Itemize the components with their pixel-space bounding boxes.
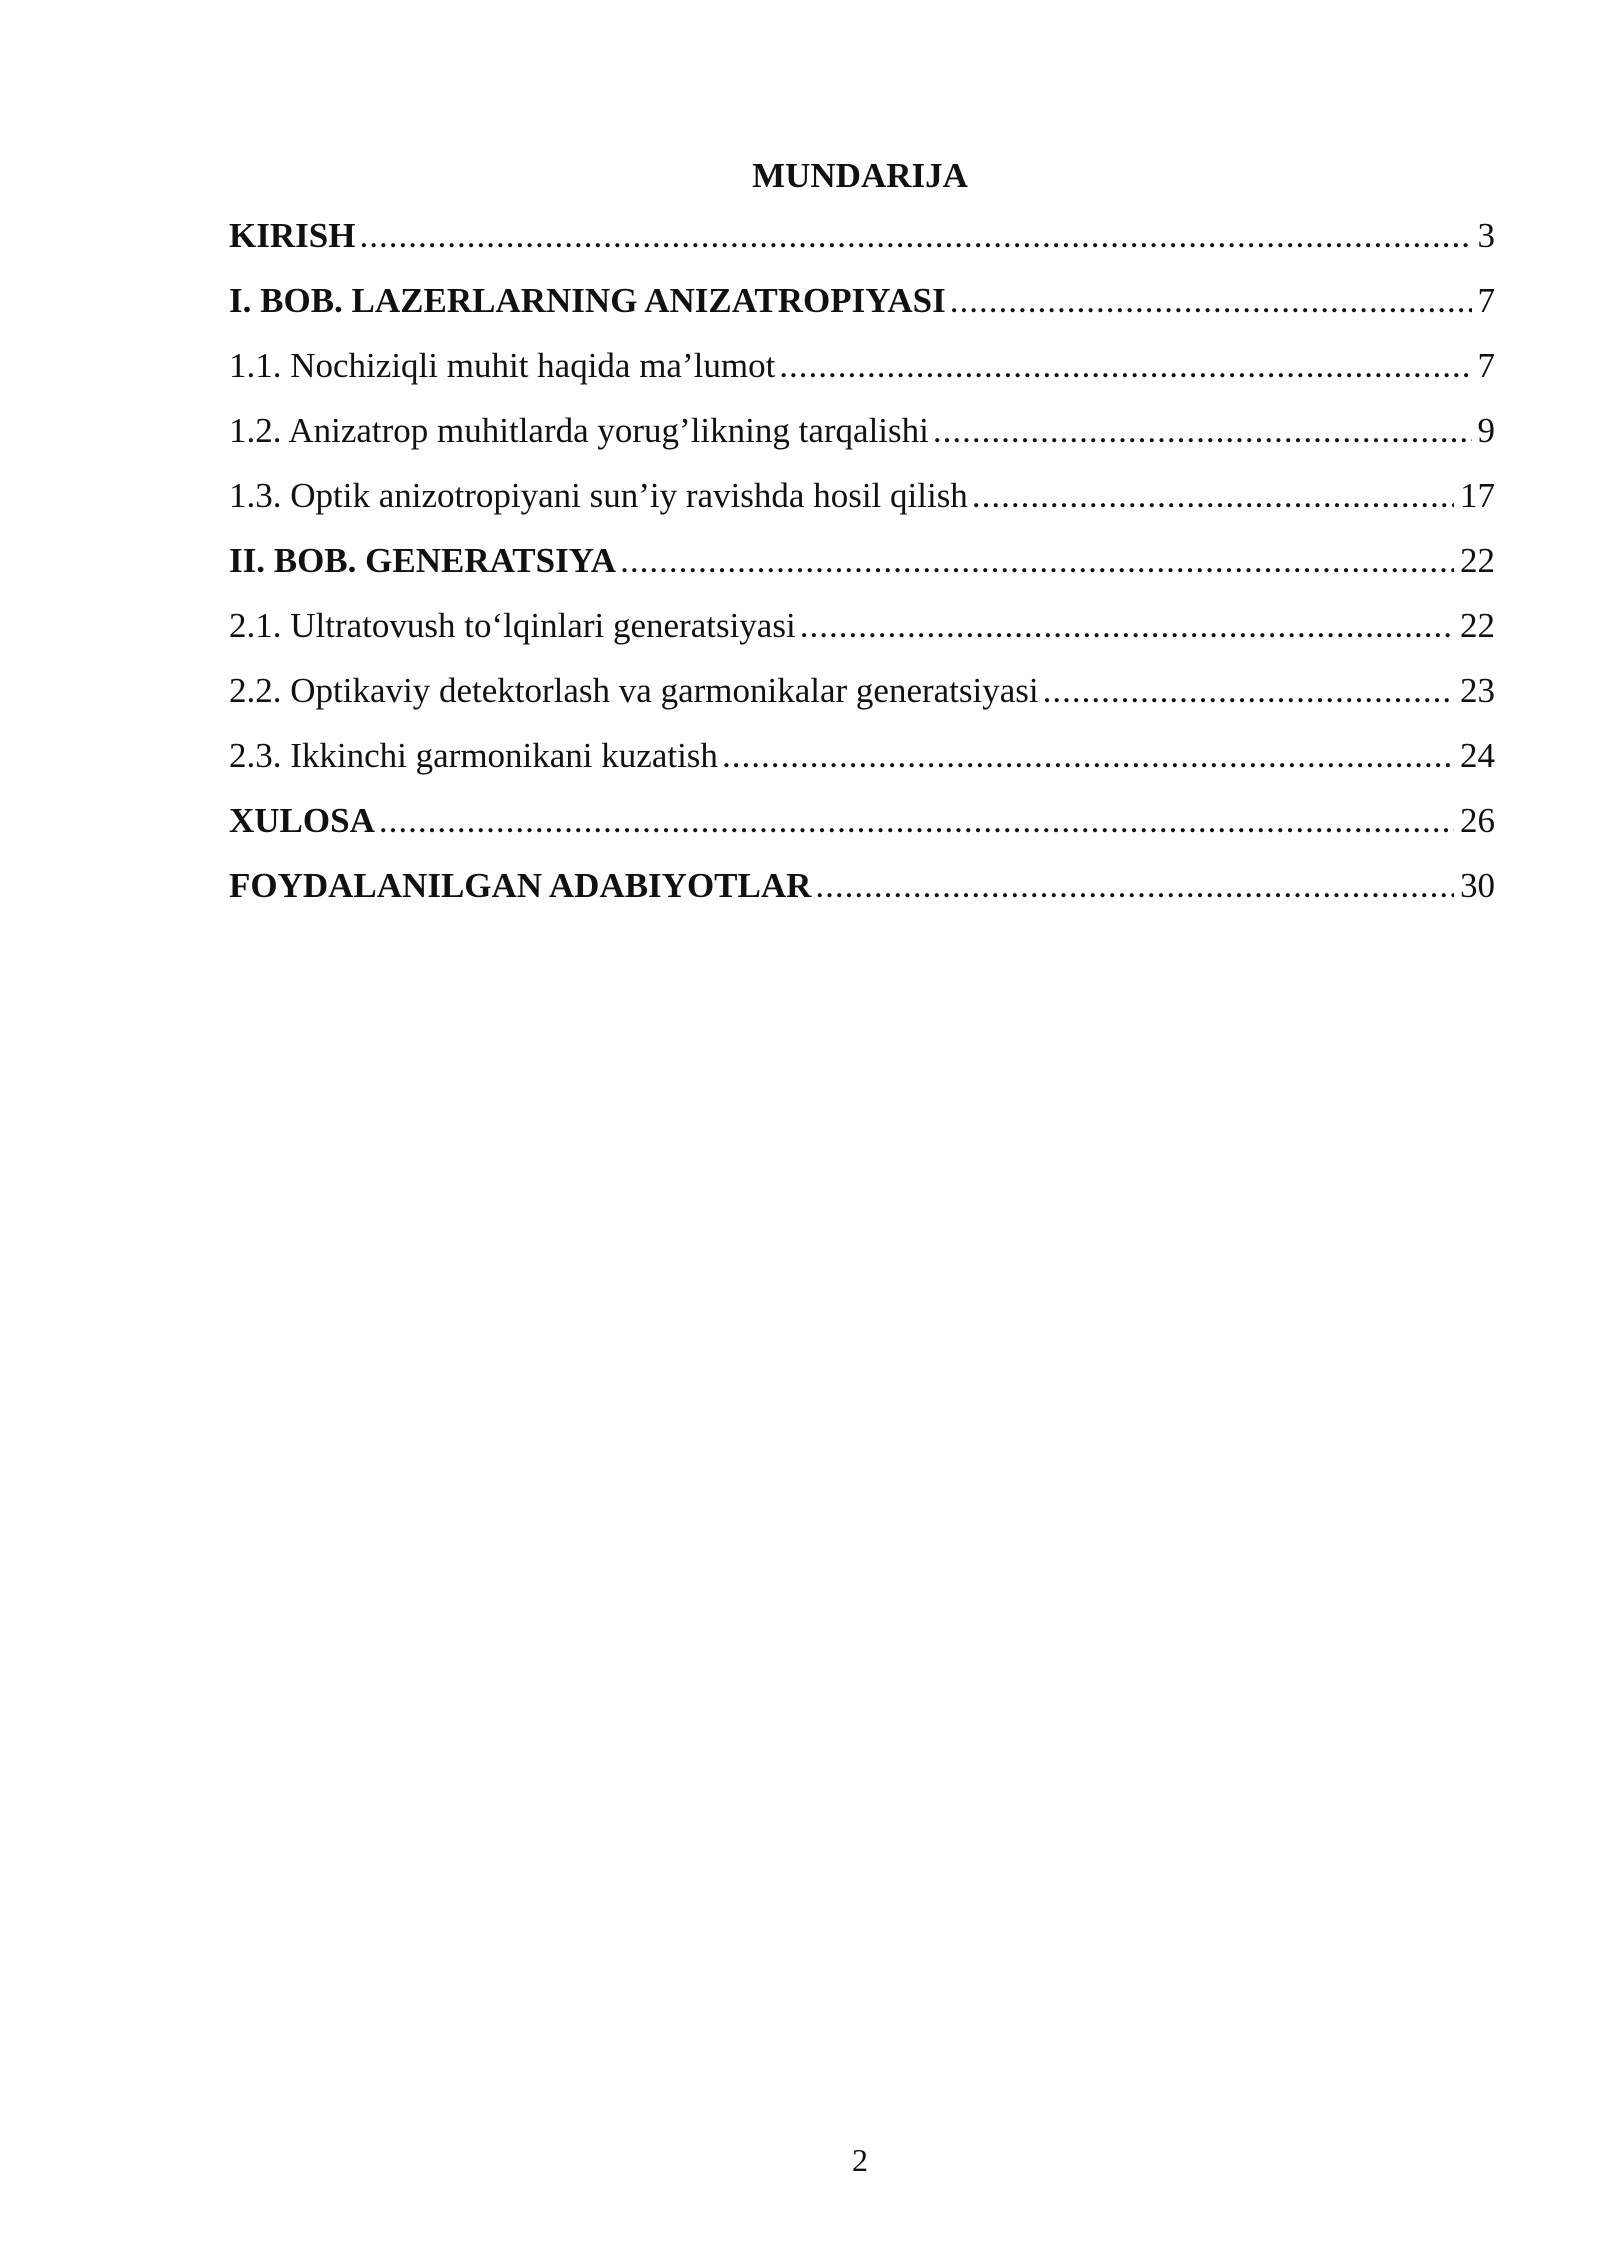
toc-entry-label: FOYDALANILGAN ADABIYOTLAR xyxy=(229,866,812,905)
page-number: 2 xyxy=(852,2142,868,2178)
toc-entry-label: 2.3. Ikkinchi garmonikani kuzatish xyxy=(229,736,718,775)
toc-entry-page: 22 xyxy=(1460,541,1495,580)
toc-dot-leader xyxy=(359,212,1471,260)
toc-entry-label: 2.2. Optikaviy detektorlash va garmonikalar generatsiyasi xyxy=(229,671,1039,710)
toc-entry-section-1-1[interactable] xyxy=(229,342,1495,407)
toc-entry-references[interactable] xyxy=(229,862,1495,927)
toc-entry-page: 9 xyxy=(1477,411,1495,450)
toc-dot-leader xyxy=(972,472,1454,520)
toc-dot-leader xyxy=(379,797,1454,845)
toc-entry-label: XULOSA xyxy=(229,801,375,840)
toc-entry-xulosa[interactable] xyxy=(229,797,1495,862)
toc-dot-leader xyxy=(815,862,1454,910)
toc-entry-page: 22 xyxy=(1460,606,1495,645)
toc-dot-leader xyxy=(620,537,1454,585)
table-of-contents xyxy=(229,212,1495,927)
toc-entry-page: 23 xyxy=(1460,671,1495,710)
toc-entry-label: 2.1. Ultratovush to‘lqinlari generatsiyasi xyxy=(229,606,796,645)
toc-entry-page: 24 xyxy=(1460,736,1495,775)
toc-dot-leader xyxy=(779,342,1471,390)
toc-entry-page: 26 xyxy=(1460,801,1495,840)
toc-entry-page: 7 xyxy=(1477,346,1495,385)
toc-entry-page: 3 xyxy=(1477,216,1495,255)
toc-entry-label: II. BOB. GENERATSIYA xyxy=(229,541,617,580)
toc-entry-chapter-2[interactable] xyxy=(229,537,1495,602)
toc-entry-label: 1.2. Anizatrop muhitlarda yorug’likning tarqalishi xyxy=(229,411,929,450)
toc-entry-section-2-3[interactable] xyxy=(229,732,1495,797)
toc-entry-section-1-2[interactable] xyxy=(229,407,1495,472)
toc-entry-kirish[interactable] xyxy=(229,212,1495,277)
toc-dot-leader xyxy=(800,602,1454,650)
toc-entry-label: I. BOB. LAZERLARNING ANIZATROPIYASI xyxy=(229,281,946,320)
toc-entry-page: 7 xyxy=(1477,281,1495,320)
toc-entry-label: KIRISH xyxy=(229,216,356,255)
toc-entry-page: 17 xyxy=(1460,476,1495,515)
toc-dot-leader xyxy=(722,732,1454,780)
toc-entry-label: 1.1. Nochiziqli muhit haqida ma’lumot xyxy=(229,346,776,385)
toc-dot-leader xyxy=(950,277,1472,325)
toc-entry-page: 30 xyxy=(1460,866,1495,905)
toc-entry-label: 1.3. Optik anizotropiyani sun’iy ravishda hosil qilish xyxy=(229,476,968,515)
toc-entry-section-2-1[interactable] xyxy=(229,602,1495,667)
toc-entry-chapter-1[interactable] xyxy=(229,277,1495,342)
toc-dot-leader xyxy=(933,407,1472,455)
toc-entry-section-2-2[interactable] xyxy=(229,667,1495,732)
toc-title: MUNDARIJA xyxy=(752,156,968,195)
toc-entry-section-1-3[interactable] xyxy=(229,472,1495,537)
toc-dot-leader xyxy=(1043,667,1454,715)
